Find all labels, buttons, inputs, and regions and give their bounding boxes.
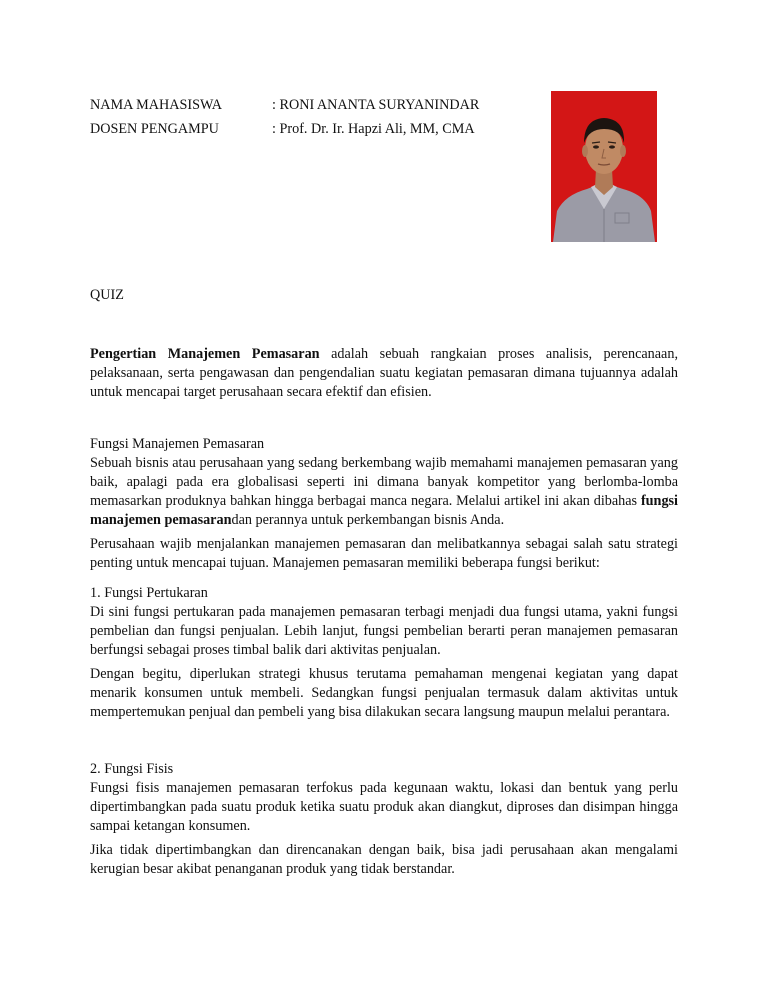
fungsi-section [90, 435, 678, 573]
intro-paragraph [90, 345, 678, 402]
fisis-section [90, 760, 678, 879]
fungsi-paragraph-1 [90, 454, 678, 530]
pertukaran-heading: 1. Fungsi Pertukaran [90, 585, 208, 601]
fungsi-p1-bold: fungsi manajemen pemasaran [90, 493, 678, 528]
nama-mahasiswa-label: NAMA MAHASISWA [90, 97, 223, 113]
fungsi-p1-after: dan perannya untuk perkembangan bisnis Anda. [231, 512, 505, 528]
pertukaran-section [90, 584, 678, 722]
fungsi-p1-text: Sebuah bisnis atau perusahaan yang sedang berkembang wajib memahami manajemen pemasaran yang baik, apalagi pada era globalisasi seperti ini dimana banyak kompetitor yang berlomba-lomba memasarkan produknya bahkan hingga berbagai manca negara. Melalui artikel ini akan dibahas [90, 455, 678, 509]
fisis-paragraph-2: Jika tidak dipertimbangkan dan direncanakan dengan baik, bisa jadi perusahaan akan mengalami kerugian besar akibat penanganan produk yang tidak berstandar. [90, 842, 678, 877]
student-portrait-illustration [551, 91, 657, 242]
dosen-pengampu-value: : Prof. Dr. Ir. Hapzi Ali, MM, CMA [272, 121, 475, 137]
quiz-title: QUIZ [90, 287, 124, 303]
intro-term: Pengertian Manajemen Pemasaran [90, 346, 320, 362]
pertukaran-paragraph-2: Dengan begitu, diperlukan strategi khusus terutama pemahaman mengenai kegiatan yang dapat menarik konsumen untuk membeli. Sedangkan fungsi penjualan termasuk dalam aktivitas untuk mempertemukan penjual dan pembeli yang bisa dilakukan secara langsung maupun melalui perantara. [90, 666, 678, 720]
dosen-pengampu-label: DOSEN PENGAMPU [90, 121, 219, 137]
fisis-paragraph-1: Fungsi fisis manajemen pemasaran terfokus pada kegunaan waktu, lokasi dan bentuk yang perlu dipertimbangkan pada suatu produk ketika suatu produk akan diangkut, diproses dan disimpan hingga sampai ketangan konsumen. [90, 780, 678, 834]
fungsi-paragraph-2: Perusahaan wajib menjalankan manajemen pemasaran dan melibatkannya sebagai salah satu strategi penting untuk mencapai tujuan. Manajemen pemasaran memiliki beberapa fungsi berikut: [90, 536, 678, 571]
intro-text: adalah sebuah rangkaian proses analisis, perencanaan, pelaksanaan, serta pengawasan dan pengendalian suatu kegiatan pemasaran dimana tujuannya adalah untuk mencapai target perusahaan secara efektif dan efisien. [90, 346, 678, 400]
fungsi-heading: Fungsi Manajemen Pemasaran [90, 436, 265, 452]
fisis-heading: 2. Fungsi Fisis [90, 761, 174, 777]
nama-mahasiswa-value: : RONI ANANTA SURYANINDAR [272, 97, 480, 113]
student-photo [551, 91, 657, 242]
pertukaran-paragraph-1: Di sini fungsi pertukaran pada manajemen pemasaran terbagi menjadi dua fungsi utama, yakni fungsi pembelian dan fungsi penjualan. Lebih lanjut, fungsi pembelian berarti peran manajemen pemasaran berfungsi sebagai proses timbal balik dari aktivitas penjualan. [90, 604, 678, 658]
